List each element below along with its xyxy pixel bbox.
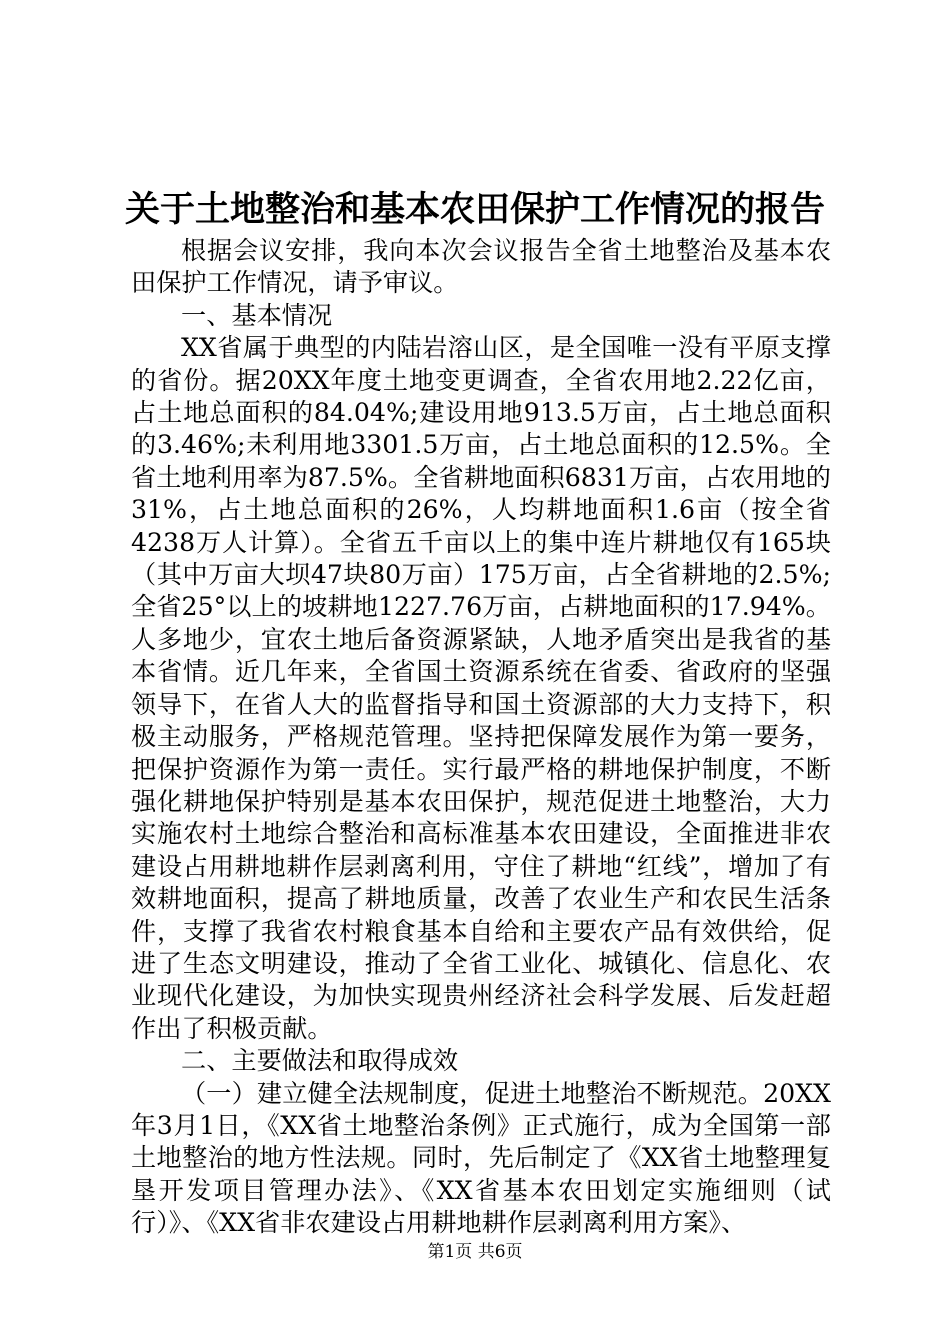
document-title: 关于土地整治和基本农田保护工作情况的报告 (124, 190, 825, 230)
section-heading-main-practices: 二、主要做法和取得成效 (181, 1046, 459, 1076)
paragraph-regulations: （一）建立健全法规制度，促进土地整治不断规范。20XX年3月1日，《XX省土地整治条例》正式施行，成为全国第一部土地整治的地方性法规。同时，先后制定了《XX省土地整理复垦开发项目管理办法》、《XX省基本农田划定实施细则（试行）》、《XX省非农建设占用耕地耕作层剥离利用方案》、 (131, 1078, 831, 1238)
document-body (131, 235, 831, 1240)
paragraph-basic-situation: XX省属于典型的内陆岩溶山区，是全国唯一没有平原支撑的省份。据20XX年度土地变更调查，全省农用地2.22亿亩，占土地总面积的84.04%;建设用地913.5万亩，占土地总面积的3.46%;未利用地3301.5万亩，占土地总面积的12.5%。全省土地利用率为87.5%。全省耕地面积6831万亩，占农用地的31%，占土地总面积的26%，人均耕地面积1.6亩（按全省4238万人计算）。全省五千亩以上的集中连片耕地仅有165块（其中万亩大坝47块80万亩）175万亩，占全省耕地的2.5%;全省25°以上的坡耕地1227.76万亩，占耕地面积的17.94%。人多地少，宜农土地后备资源紧缺，人地矛盾突出是我省的基本省情。近几年来，全省国土资源系统在省委、省政府的坚强领导下，在省人大的监督指导和国土资源部的大力支持下，积极主动服务，严格规范管理。坚持把保障发展作为第一要务，把保护资源作为第一责任。实行最严格的耕地保护制度，不断强化耕地保护特别是基本农田保护，规范促进土地整治，大力实施农村土地综合整治和高标准基本农田建设，全面推进非农建设占用耕地耕作层剥离利用，守住了耕地“红线”，增加了有效耕地面积，提高了耕地质量，改善了农业生产和农民生活条件，支撑了我省农村粮食基本自给和主要农产品有效供给，促进了生态文明建设，推动了全省工业化、城镇化、信息化、农业现代化建设，为加快实现贵州经济社会科学发展、后发赶超作出了积极贡献。 (131, 333, 831, 1043)
paragraph-intro: 根据会议安排，我向本次会议报告全省土地整治及基本农田保护工作情况，请予审议。 (131, 236, 831, 298)
section-heading-basic-situation: 一、基本情况 (181, 300, 333, 330)
page-number: 第1页 共6页 (427, 1242, 523, 1262)
